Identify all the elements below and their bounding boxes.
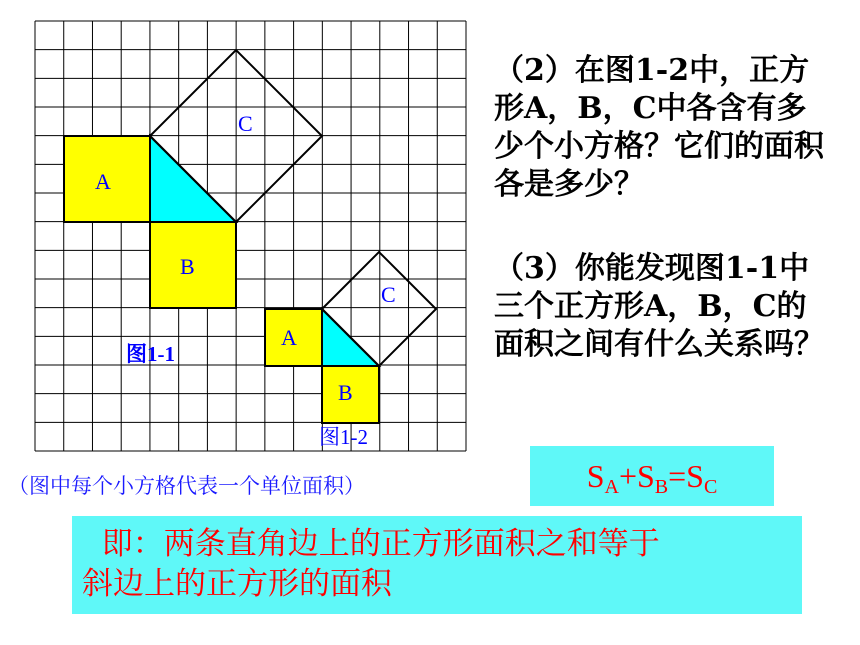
question-2: （2）在图1-2中，正方形A，B，C中各含有多少个小方格？它们的面积各是多少？: [494, 53, 824, 202]
fig1-label-b: B: [180, 254, 195, 279]
fig2-label-b: B: [338, 380, 353, 405]
formula-eq: =: [668, 458, 687, 494]
fig1-caption: 图1-1: [126, 342, 175, 366]
fig2-caption: 图1-2: [319, 425, 368, 449]
formula-sub-a: A: [604, 476, 619, 498]
formula-s-3: S: [686, 458, 704, 494]
conclusion-line-1: 即：两条直角边上的正方形面积之和等于: [82, 526, 660, 562]
conclusion-box: [72, 516, 802, 614]
conclusion-line-2: 斜边上的正方形的面积: [82, 566, 392, 602]
formula-s-2: S: [636, 458, 655, 494]
formula-box: [530, 446, 774, 506]
fig1-label-c: C: [238, 111, 253, 136]
grid-lines: [35, 21, 466, 451]
formula-plus: +: [618, 458, 637, 494]
fig2-label-a: A: [281, 325, 297, 350]
formula-sub-b: B: [654, 476, 669, 498]
question-3: （3）你能发现图1-1中三个正方形A，B，C的面积之间有什么关系吗？: [494, 251, 824, 362]
formula-s: S: [586, 458, 605, 494]
grid-note: （图中每个小方格代表一个单位面积）: [8, 474, 365, 498]
formula-sub-c: C: [703, 476, 718, 498]
fig2-label-c: C: [381, 282, 396, 307]
fig1-label-a: A: [95, 169, 111, 194]
